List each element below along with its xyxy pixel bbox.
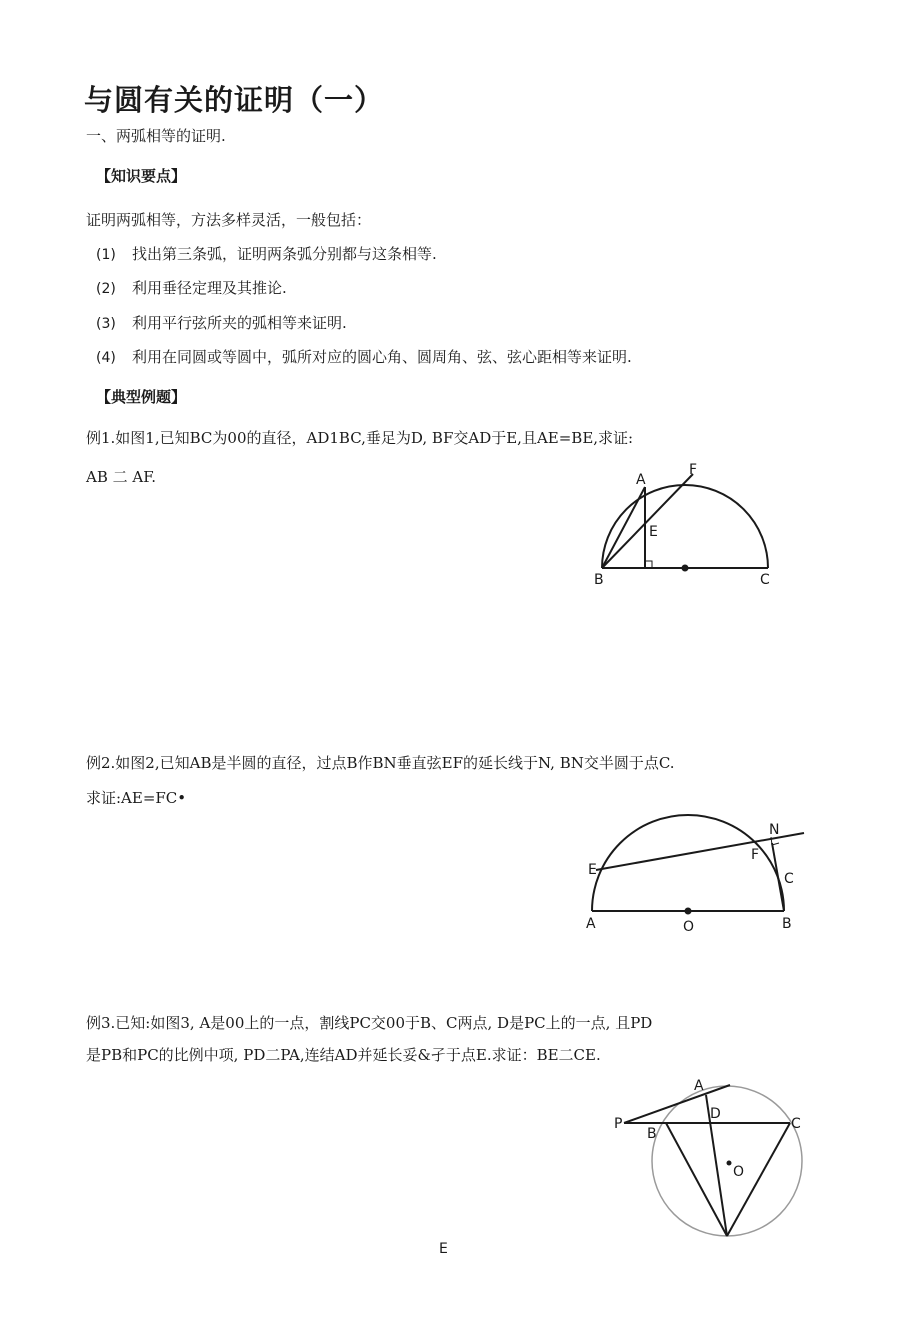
- fig2-label-n: N: [769, 822, 780, 838]
- method-text: 利用在同圆或等圆中，弧所对应的圆心角、圆周角、弦、弦心距相等来证明.: [132, 348, 632, 366]
- example3-line2: 是PB和PC的比例中项, PD二PA,连结AD并延长妥&孑于点E.求证：BE二CE.: [86, 1046, 601, 1064]
- fig3-label-b: B: [647, 1126, 657, 1142]
- fig3-label-e: E: [439, 1241, 448, 1257]
- fig2-label-o: O: [683, 919, 695, 935]
- method-number: (1): [96, 247, 116, 263]
- knowledge-label: 【知识要点】: [96, 167, 187, 185]
- example1-line1: 例1.如图1,已知BC为00的直径，AD1BC,垂足为D, BF交AD于E,且AE=BE,求证:: [86, 429, 634, 447]
- fig2-label-f: F: [751, 847, 760, 863]
- method-text: 利用垂径定理及其推论.: [132, 279, 287, 297]
- fig1-label-c: C: [760, 572, 770, 588]
- fig2-label-c: C: [784, 871, 794, 887]
- fig2-label-b: B: [782, 916, 792, 932]
- fig3-label-a: A: [694, 1078, 704, 1094]
- example3-line1: 例3.已知:如图3, A是00上的一点，割线PC交00于B、C两点, D是PC上的一点, 且PD: [86, 1014, 653, 1032]
- page-title: 与圆有关的证明（一）: [84, 83, 385, 117]
- example2-line1: 例2.如图2,已知AB是半圆的直径，过点B作BN垂直弦EF的延长线于N, BN交半圆于点C.: [86, 754, 675, 772]
- fig3-label-d: D: [710, 1106, 721, 1122]
- fig2-label-e: E: [588, 862, 597, 878]
- fig1-label-b: B: [594, 572, 604, 588]
- example2-line2: 求证:AE=FC•: [86, 789, 187, 807]
- fig1-label-a: A: [636, 472, 646, 488]
- fig3-label-p: P: [614, 1116, 623, 1132]
- method-number: (2): [96, 281, 116, 297]
- method-text: 找出第三条弧，证明两条弧分别都与这条相等.: [132, 245, 437, 263]
- fig1-label-f: F: [689, 462, 698, 478]
- example1-line2: AB 二 AF.: [86, 468, 157, 486]
- fig1-label-e: E: [649, 524, 658, 540]
- section-heading: 一、两弧相等的证明.: [86, 127, 226, 145]
- fig2-label-a: A: [586, 916, 596, 932]
- method-text: 利用平行弦所夹的弧相等来证明.: [132, 314, 347, 332]
- fig3-label-o: O: [733, 1164, 745, 1180]
- method-number: (4): [96, 350, 116, 366]
- fig3-circle: [652, 1086, 802, 1236]
- method-number: (3): [96, 316, 116, 332]
- examples-label: 【典型例题】: [96, 388, 187, 406]
- intro-text: 证明两弧相等，方法多样灵活，一般包括：: [86, 211, 372, 229]
- fig3-label-c: C: [791, 1116, 801, 1132]
- fig3-center-point: [727, 1161, 732, 1166]
